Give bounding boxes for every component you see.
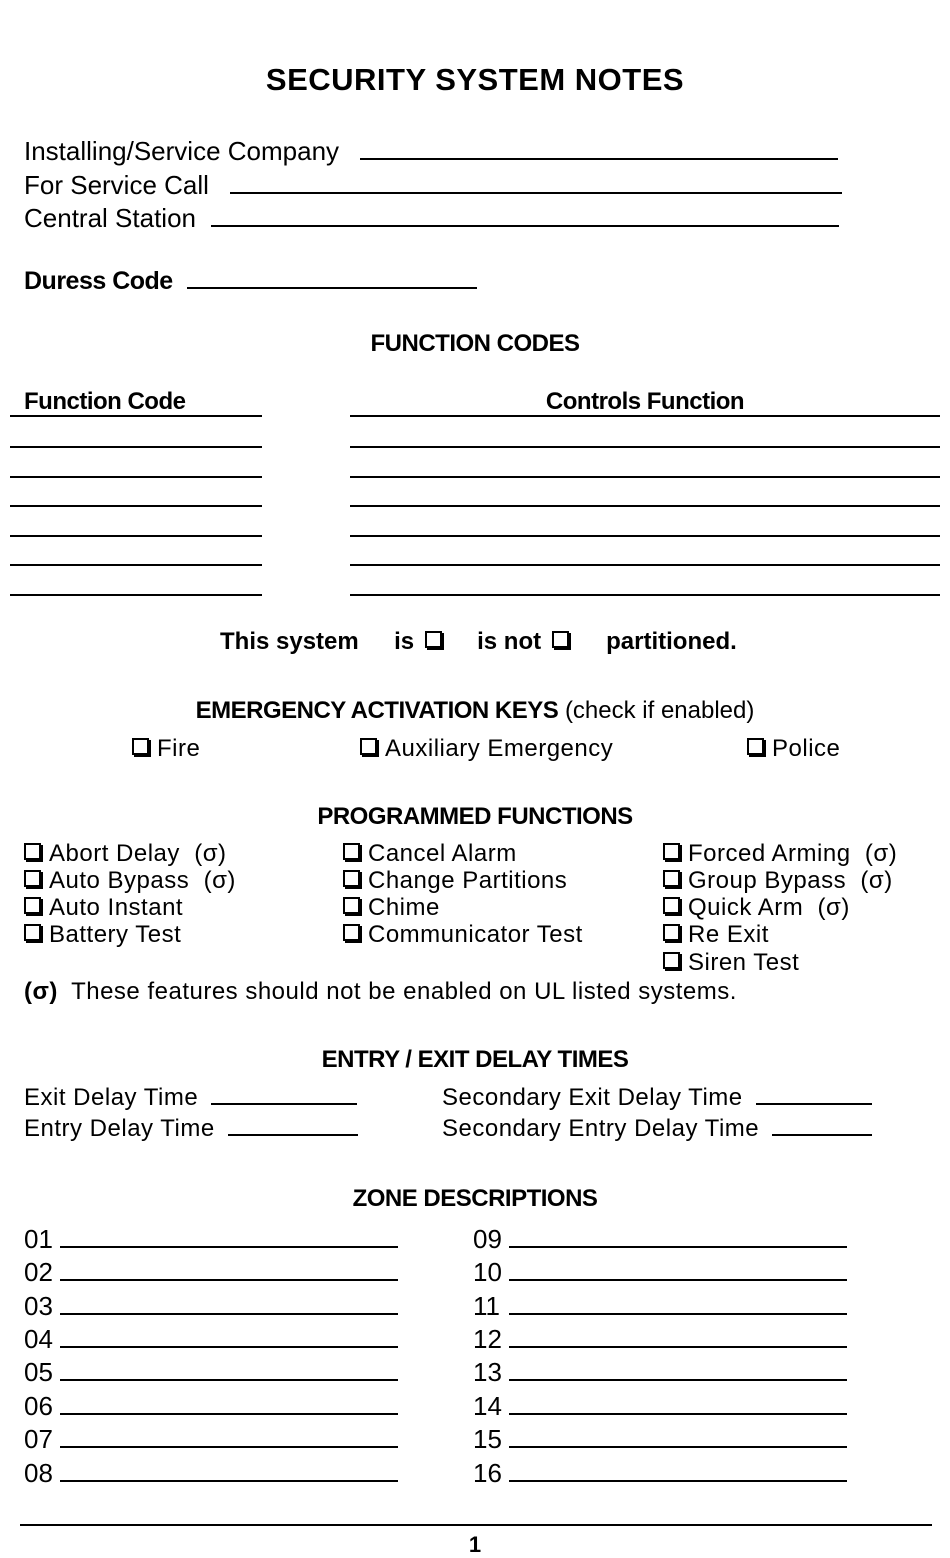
- quick-arm-label: Quick Arm (σ): [688, 894, 850, 921]
- zone-description-line[interactable]: [509, 1259, 847, 1281]
- zone-description-line[interactable]: [60, 1426, 398, 1448]
- ul-note-text: These features should not be enabled on UL listed systems.: [71, 978, 737, 1005]
- group-bypass-option[interactable]: [663, 867, 893, 895]
- programmed-functions-heading: PROGRAMMED FUNCTIONS: [317, 803, 633, 830]
- quick-arm-option[interactable]: [663, 894, 850, 922]
- abort-delay-label: Abort Delay (σ): [49, 840, 227, 867]
- duress-code-input[interactable]: [187, 265, 477, 289]
- secondary-entry-delay-input[interactable]: [772, 1116, 872, 1136]
- function-code-line[interactable]: [10, 535, 262, 537]
- chime-checkbox[interactable]: [343, 897, 360, 914]
- communicator-test-option[interactable]: [343, 921, 583, 949]
- page-title: SECURITY SYSTEM NOTES: [265, 62, 685, 97]
- secondary-entry-delay-label: Secondary Entry Delay Time: [442, 1115, 760, 1142]
- controls-function-line[interactable]: [350, 476, 940, 478]
- entry-delay-label: Entry Delay Time: [24, 1115, 215, 1142]
- function-code-column-header: Function Code: [24, 388, 186, 415]
- re-exit-option[interactable]: [663, 921, 769, 949]
- function-code-header-rule: [10, 415, 262, 417]
- zone-row[interactable]: [24, 1391, 398, 1422]
- partition-text: This system: [220, 628, 359, 655]
- controls-function-line[interactable]: [350, 505, 940, 507]
- zone-description-line[interactable]: [509, 1293, 847, 1315]
- cancel-alarm-label: Cancel Alarm: [368, 840, 517, 867]
- siren-test-checkbox[interactable]: [663, 952, 680, 969]
- controls-function-line[interactable]: [350, 564, 940, 566]
- zone-row[interactable]: [24, 1224, 398, 1255]
- controls-function-line[interactable]: [350, 446, 940, 448]
- zone-description-line[interactable]: [509, 1359, 847, 1381]
- emergency-auxiliary-option[interactable]: [360, 735, 613, 763]
- zone-row[interactable]: [473, 1324, 847, 1355]
- zone-row[interactable]: [24, 1324, 398, 1355]
- zone-description-line[interactable]: [509, 1326, 847, 1348]
- secondary-exit-delay-label: Secondary Exit Delay Time: [442, 1084, 743, 1111]
- duress-code-label: Duress Code: [24, 267, 173, 295]
- zone-row[interactable]: [473, 1458, 847, 1489]
- auto-instant-option[interactable]: [24, 894, 183, 922]
- zone-row[interactable]: [473, 1391, 847, 1422]
- abort-delay-option[interactable]: [24, 840, 227, 868]
- emergency-heading-row: [0, 697, 950, 725]
- zone-row[interactable]: [473, 1224, 847, 1255]
- emergency-note: (check if enabled): [564, 697, 755, 724]
- forced-arming-label: Forced Arming (σ): [688, 840, 898, 867]
- forced-arming-checkbox[interactable]: [663, 843, 680, 860]
- partition-is-not-label: is not: [477, 628, 542, 655]
- zone-number: 12: [473, 1324, 502, 1354]
- controls-function-line[interactable]: [350, 594, 940, 596]
- change-partitions-option[interactable]: [343, 867, 567, 895]
- battery-test-option[interactable]: [24, 921, 181, 949]
- emergency-fire-option[interactable]: [132, 735, 200, 763]
- ul-note: [24, 978, 737, 1006]
- zone-description-line[interactable]: [509, 1426, 847, 1448]
- zone-description-line[interactable]: [509, 1226, 847, 1248]
- zone-row[interactable]: [24, 1424, 398, 1455]
- quick-arm-checkbox[interactable]: [663, 897, 680, 914]
- entry-delay-input[interactable]: [228, 1116, 358, 1136]
- zone-descriptions-heading: ZONE DESCRIPTIONS: [352, 1185, 598, 1212]
- zone-description-line[interactable]: [60, 1393, 398, 1415]
- change-partitions-checkbox[interactable]: [343, 870, 360, 887]
- partition-statement: [220, 628, 737, 656]
- zone-number: 05: [24, 1357, 53, 1387]
- page-number: 1: [468, 1532, 482, 1557]
- exit-delay-field: [24, 1084, 357, 1112]
- zone-row[interactable]: [24, 1357, 398, 1388]
- zone-row[interactable]: [24, 1257, 398, 1288]
- emergency-heading: EMERGENCY ACTIVATION KEYS: [195, 697, 559, 724]
- chime-label: Chime: [368, 894, 440, 921]
- siren-test-label: Siren Test: [688, 949, 800, 976]
- battery-test-label: Battery Test: [49, 921, 182, 948]
- re-exit-checkbox[interactable]: [663, 924, 680, 941]
- zone-row[interactable]: [473, 1257, 847, 1288]
- zone-description-line[interactable]: [509, 1393, 847, 1415]
- auto-bypass-label: Auto Bypass (σ): [49, 867, 236, 894]
- police-label: Police: [772, 735, 841, 762]
- change-partitions-label: Change Partitions: [368, 867, 568, 894]
- function-codes-heading: FUNCTION CODES: [370, 330, 580, 357]
- partition-is-label: is: [394, 628, 415, 655]
- zone-description-line[interactable]: [60, 1326, 398, 1348]
- zone-number: 07: [24, 1424, 53, 1454]
- installing-company-input[interactable]: [360, 136, 838, 160]
- zone-description-line[interactable]: [60, 1226, 398, 1248]
- service-call-input[interactable]: [230, 170, 842, 194]
- partitioned-label: partitioned.: [606, 628, 737, 655]
- chime-option[interactable]: [343, 894, 440, 922]
- zone-description-line[interactable]: [60, 1259, 398, 1281]
- controls-function-line[interactable]: [350, 535, 940, 537]
- zone-row[interactable]: [24, 1458, 398, 1489]
- central-station-field: [24, 203, 839, 234]
- zone-number: 04: [24, 1324, 53, 1354]
- controls-function-header-rule: [350, 415, 940, 417]
- function-code-line[interactable]: [10, 505, 262, 507]
- emergency-police-option[interactable]: [747, 735, 840, 763]
- delay-times-heading: ENTRY / EXIT DELAY TIMES: [321, 1046, 629, 1073]
- cancel-alarm-option[interactable]: [343, 840, 517, 868]
- abort-delay-checkbox[interactable]: [24, 843, 41, 860]
- auxiliary-label: Auxiliary Emergency: [385, 735, 614, 762]
- exit-delay-label: Exit Delay Time: [24, 1084, 199, 1111]
- partition-is-not-checkbox[interactable]: [552, 631, 569, 648]
- zone-description-line[interactable]: [509, 1460, 847, 1482]
- exit-delay-input[interactable]: [211, 1085, 357, 1105]
- controls-function-column-header: Controls Function: [545, 388, 745, 415]
- zone-description-line[interactable]: [60, 1293, 398, 1315]
- function-code-line[interactable]: [10, 564, 262, 566]
- entry-delay-field: [24, 1115, 358, 1143]
- auxiliary-checkbox[interactable]: [360, 738, 377, 755]
- zone-row[interactable]: [24, 1291, 398, 1322]
- zone-number: 09: [473, 1224, 502, 1254]
- ul-note-symbol: (σ): [24, 978, 58, 1005]
- secondary-exit-delay-input[interactable]: [756, 1085, 872, 1105]
- police-checkbox[interactable]: [747, 738, 764, 755]
- zone-number: 06: [24, 1391, 53, 1421]
- central-station-label: Central Station: [24, 203, 196, 233]
- cancel-alarm-checkbox[interactable]: [343, 843, 360, 860]
- forced-arming-option[interactable]: [663, 840, 897, 868]
- installing-company-label: Installing/Service Company: [24, 136, 340, 166]
- zone-number: 13: [473, 1357, 502, 1387]
- zone-row[interactable]: [473, 1424, 847, 1455]
- zone-row[interactable]: [473, 1357, 847, 1388]
- service-call-label: For Service Call: [24, 170, 209, 200]
- secondary-entry-delay-field: [442, 1115, 872, 1143]
- zone-number: 03: [24, 1291, 53, 1321]
- zone-description-line[interactable]: [60, 1460, 398, 1482]
- installing-company-field: [24, 136, 838, 167]
- auto-bypass-checkbox[interactable]: [24, 870, 41, 887]
- fire-checkbox[interactable]: [132, 738, 149, 755]
- fire-label: Fire: [157, 735, 201, 762]
- communicator-test-label: Communicator Test: [368, 921, 583, 948]
- function-code-line[interactable]: [10, 446, 262, 448]
- service-call-field: [24, 170, 842, 201]
- zone-number: 16: [473, 1458, 502, 1488]
- auto-instant-label: Auto Instant: [49, 894, 184, 921]
- function-code-line[interactable]: [10, 594, 262, 596]
- communicator-test-checkbox[interactable]: [343, 924, 360, 941]
- group-bypass-label: Group Bypass (σ): [688, 867, 893, 894]
- zone-number: 01: [24, 1224, 53, 1254]
- zone-number: 11: [473, 1291, 500, 1321]
- group-bypass-checkbox[interactable]: [663, 870, 680, 887]
- function-code-line[interactable]: [10, 476, 262, 478]
- zone-number: 02: [24, 1257, 53, 1287]
- partition-is-checkbox[interactable]: [425, 631, 442, 648]
- zone-number: 15: [473, 1424, 502, 1454]
- re-exit-label: Re Exit: [688, 921, 769, 948]
- zone-number: 14: [473, 1391, 502, 1421]
- zone-row[interactable]: [473, 1291, 847, 1322]
- central-station-input[interactable]: [211, 203, 839, 227]
- duress-code-field: [24, 265, 477, 296]
- zone-number: 08: [24, 1458, 53, 1488]
- siren-test-option[interactable]: [663, 949, 799, 977]
- footer-rule: [20, 1524, 932, 1526]
- battery-test-checkbox[interactable]: [24, 924, 41, 941]
- zone-number: 10: [473, 1257, 502, 1287]
- auto-instant-checkbox[interactable]: [24, 897, 41, 914]
- secondary-exit-delay-field: [442, 1084, 872, 1112]
- auto-bypass-option[interactable]: [24, 867, 236, 895]
- zone-description-line[interactable]: [60, 1359, 398, 1381]
